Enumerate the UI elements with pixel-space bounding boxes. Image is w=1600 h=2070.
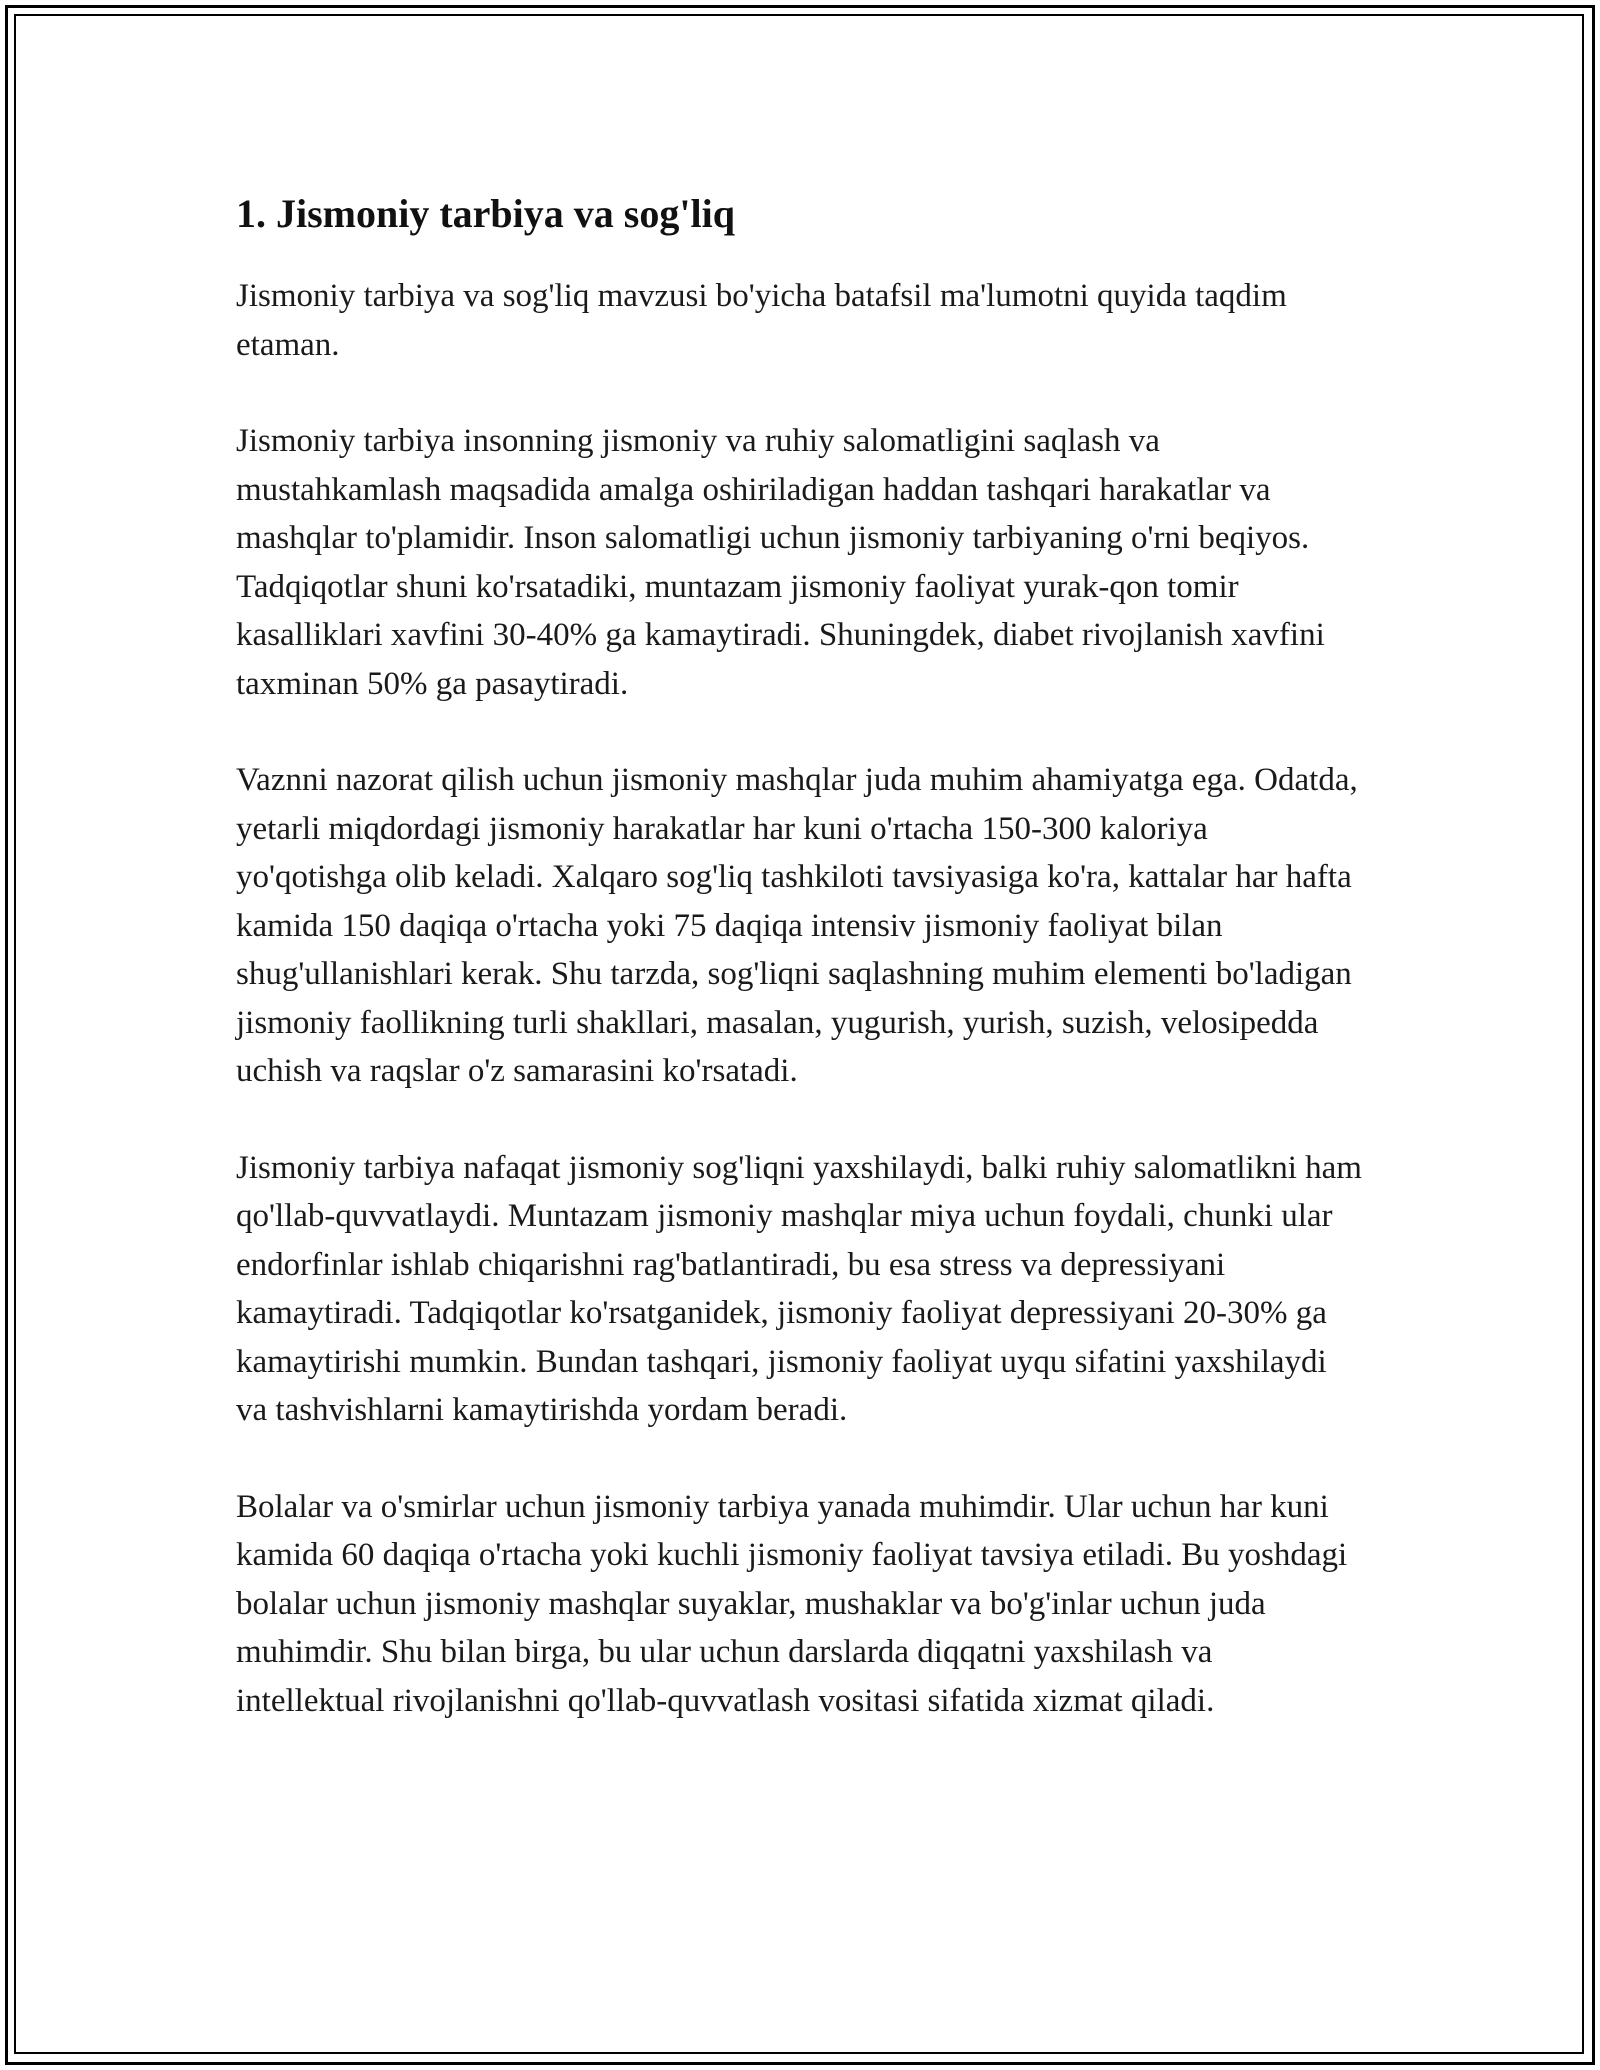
section-heading: 1. Jismoniy tarbiya va sog'liq [236, 191, 735, 236]
document-body [236, 186, 1366, 1773]
paragraph-weight-control: Vaznni nazorat qilish uchun jismoniy mashqlar juda muhim ahamiyatga ega. Odatda, yetarli miqdordagi jismoniy harakatlar har kuni o'rtacha 150-300 kaloriya yo'qotishga olib keladi. Xalqaro sog'liq tashkiloti tavsiyasiga ko'ra, kattalar har hafta kamida 150 daqiqa o'rtacha yoki 75 daqiqa intensiv jismoniy faoliyat bilan shug'ullanishlari kerak. Shu tarzda, sog'liqni saqlashning muhim elementi bo'ladigan jismoniy faollikning turli shakllari, masalan, yugurish, yurish, suzish, velosipedda uchish va raqslar o'z samarasini ko'rsatadi. [236, 762, 1358, 1089]
paragraph-children: Bolalar va o'smirlar uchun jismoniy tarbiya yanada muhimdir. Ular uchun har kuni kamida 60 daqiqa o'rtacha yoki kuchli jismoniy faoliyat tavsiya etiladi. Bu yoshdagi bolalar uchun jismoniy mashqlar suyaklar, mushaklar va bo'g'inlar uchun juda muhimdir. Shu bilan birga, bu ular uchun darslarda diqqatni yaxshilash va intellektual rivojlanishni qo'llab-quvvatlash vositasi sifatida xizmat qiladi. [236, 1488, 1348, 1719]
paragraph-intro: Jismoniy tarbiya va sog'liq mavzusi bo'yicha batafsil ma'lumotni quyida taqdim etaman. [236, 278, 1287, 363]
paragraph-health-benefits: Jismoniy tarbiya insonning jismoniy va ruhiy salomatligini saqlash va mustahkamlash maqsadida amalga oshiriladigan haddan tashqari harakatlar va mashqlar to'plamidir. Inson salomatligi uchun jismoniy tarbiyaning o'rni beqiyos. Tadqiqotlar shuni ko'rsatadiki, muntazam jismoniy faoliyat yurak-qon tomir kasalliklari xavfini 30-40% ga kamaytiradi. Shuningdek, diabet rivojlanish xavfini taxminan 50% ga pasaytiradi. [236, 423, 1325, 702]
paragraph-mental-health: Jismoniy tarbiya nafaqat jismoniy sog'liqni yaxshilaydi, balki ruhiy salomatlikni ham qo'llab-quvvatlaydi. Muntazam jismoniy mashqlar miya uchun foydali, chunki ular endorfinlar ishlab chiqarishni rag'batlantiradi, bu esa stress va depressiyani kamaytiradi. Tadqiqotlar ko'rsatganidek, jismoniy faoliyat depressiyani 20-30% ga kamaytirishi mumkin. Bundan tashqari, jismoniy faoliyat uyqu sifatini yaxshilaydi va tashvishlarni kamaytirishda yordam beradi. [236, 1149, 1362, 1428]
